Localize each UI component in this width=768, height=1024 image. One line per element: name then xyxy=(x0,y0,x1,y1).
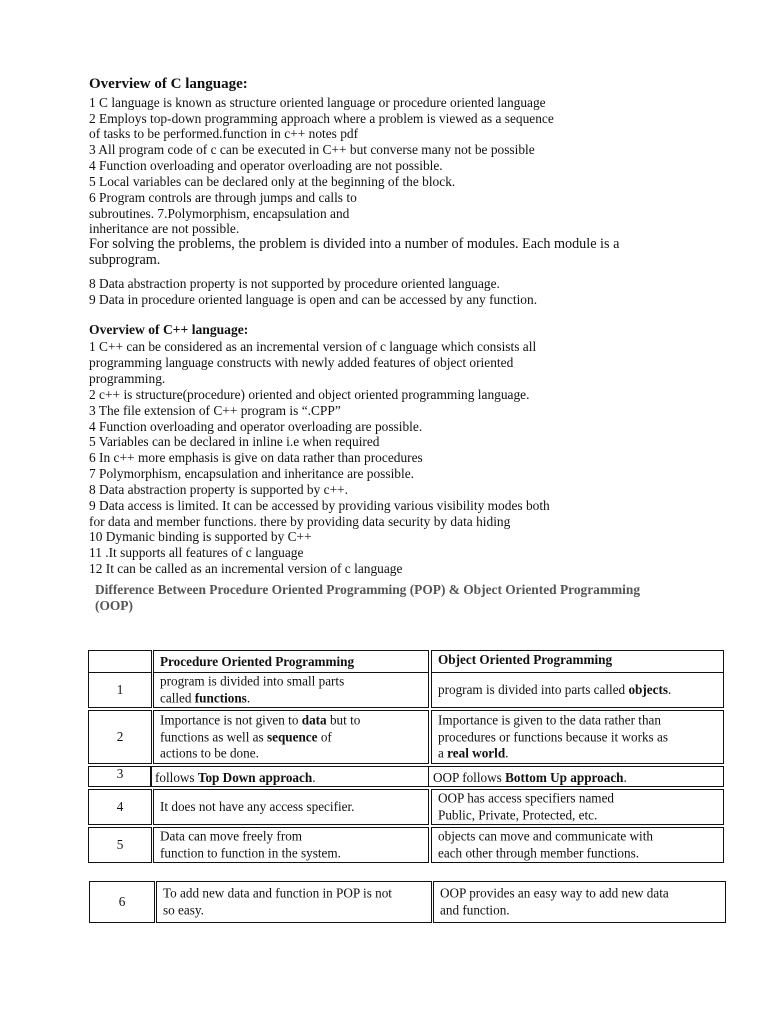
row-6-oop-text: OOP provides an easy way to add new data and function. xyxy=(440,885,669,917)
row-number: 3 xyxy=(116,765,124,781)
cpp-line-10: 8 Data abstraction property is supported by c++. xyxy=(89,482,349,497)
cpp-line-4: 2 c++ is structure(procedure) oriented and object oriented programming language. xyxy=(89,387,530,402)
c-line-3: of tasks to be performed.function in c++ notes pdf xyxy=(89,126,359,141)
c-overview-title: Overview of C language: xyxy=(89,76,248,92)
c-line-13: 9 Data in procedure oriented language is open and can be accessed by any function. xyxy=(89,292,538,307)
cpp-line-9: 7 Polymorphism, encapsulation and inheritance are possible. xyxy=(89,466,415,481)
cpp-line-8: 6 In c++ more emphasis is give on data rather than procedures xyxy=(89,450,423,465)
cpp-line-12: for data and member functions. there by providing data security by data hiding xyxy=(89,514,511,529)
cpp-line-6: 4 Function overloading and operator overloading are possible. xyxy=(89,419,423,434)
header-oop-cell xyxy=(431,650,724,673)
table-row-6-pop xyxy=(156,881,432,923)
table-row-3-pop xyxy=(150,766,429,787)
difference-title-2: (OOP) xyxy=(95,598,133,613)
cpp-line-2: programming language constructs with newly added features of object oriented xyxy=(89,355,514,370)
c-line-9: inheritance are not possible. xyxy=(89,221,240,236)
row-4-pop-text: It does not have any access specifier. xyxy=(160,798,355,814)
cpp-line-14: 11 .It supports all features of c language xyxy=(89,545,304,560)
table-row-1-num xyxy=(88,672,152,708)
table-row-1-oop xyxy=(431,672,724,708)
table-row-1-pop xyxy=(153,672,429,708)
table-row-3-num xyxy=(88,766,152,787)
row-number: 4 xyxy=(116,798,124,814)
cpp-line-7: 5 Variables can be declared in inline i.e when required xyxy=(89,434,380,449)
row-4-oop-text: OOP has access specifiers named Public, Private, Protected, etc. xyxy=(438,790,615,822)
header-num-cell xyxy=(88,650,152,673)
c-line-11: subprogram. xyxy=(89,252,161,268)
c-line-5: 4 Function overloading and operator overloading are not possible. xyxy=(89,158,443,173)
c-line-8: subroutines. 7.Polymorphism, encapsulation and xyxy=(89,206,350,221)
table-row-2-oop xyxy=(431,710,724,764)
row-1-pop-text: program is divided into small parts called functions. xyxy=(160,673,345,705)
difference-title: Difference Between Procedure Oriented Programming (POP) & Object Oriented Programming xyxy=(95,582,641,597)
row-3-oop-text: OOP follows Bottom Up approach. xyxy=(433,770,627,786)
cpp-line-15: 12 It can be called as an incremental version of c language xyxy=(89,561,403,576)
header-oop: Object Oriented Programming xyxy=(438,652,613,668)
cpp-line-3: programming. xyxy=(89,371,166,386)
row-3-pop-text: follows Top Down approach. xyxy=(155,770,316,786)
table-row-6-num xyxy=(89,881,155,923)
c-line-6: 5 Local variables can be declared only at the beginning of the block. xyxy=(89,174,456,189)
row-2-oop-text: Importance is given to the data rather than procedures or functions because it works as a real world. xyxy=(438,712,668,761)
c-line-2: 2 Employs top-down programming approach where a problem is viewed as a sequence xyxy=(89,111,554,126)
row-2-pop-text: Importance is not given to data but to functions as well as sequence of actions to be done. xyxy=(160,712,361,761)
table-row-5-num xyxy=(88,827,152,863)
row-1-oop-text: program is divided into parts called objects. xyxy=(438,681,672,697)
table-row-6-oop xyxy=(433,881,726,923)
cpp-overview-title: Overview of C++ language: xyxy=(89,322,249,337)
row-number: 5 xyxy=(116,836,124,852)
table-row-5-pop xyxy=(153,827,429,863)
row-5-pop-text: Data can move freely from function to function in the system. xyxy=(160,828,341,860)
table-row-2-num xyxy=(88,710,152,764)
row-number: 2 xyxy=(116,728,124,744)
c-line-10: For solving the problems, the problem is divided into a number of modules. Each module is a xyxy=(89,236,620,252)
header-pop: Procedure Oriented Programming xyxy=(160,653,355,669)
table-row-4-oop xyxy=(431,789,724,825)
row-number: 1 xyxy=(116,681,124,697)
cpp-line-11: 9 Data access is limited. It can be accessed by providing various visibility modes both xyxy=(89,498,550,513)
row-5-oop-text: objects can move and communicate with each other through member functions. xyxy=(438,828,653,860)
table-row-3-oop xyxy=(428,766,724,787)
cpp-line-1: 1 C++ can be considered as an incremental version of c language which consists all xyxy=(89,339,537,354)
cpp-line-5: 3 The file extension of C++ program is “.CPP” xyxy=(89,403,341,418)
table-row-5-oop xyxy=(431,827,724,863)
c-line-1: 1 C language is known as structure oriented language or procedure oriented language xyxy=(89,95,546,110)
cpp-line-13: 10 Dymanic binding is supported by C++ xyxy=(89,529,312,544)
header-pop-cell xyxy=(153,650,429,673)
row-6-pop-text: To add new data and function in POP is not so easy. xyxy=(163,885,392,917)
table-row-4-pop xyxy=(153,789,429,825)
c-line-7: 6 Program controls are through jumps and calls to xyxy=(89,190,357,205)
c-line-12: 8 Data abstraction property is not supported by procedure oriented language. xyxy=(89,276,500,291)
table-row-4-num xyxy=(88,789,152,825)
c-line-4: 3 All program code of c can be executed in C++ but converse many not be possible xyxy=(89,142,535,157)
table-row-2-pop xyxy=(153,710,429,764)
row-number: 6 xyxy=(118,893,126,909)
